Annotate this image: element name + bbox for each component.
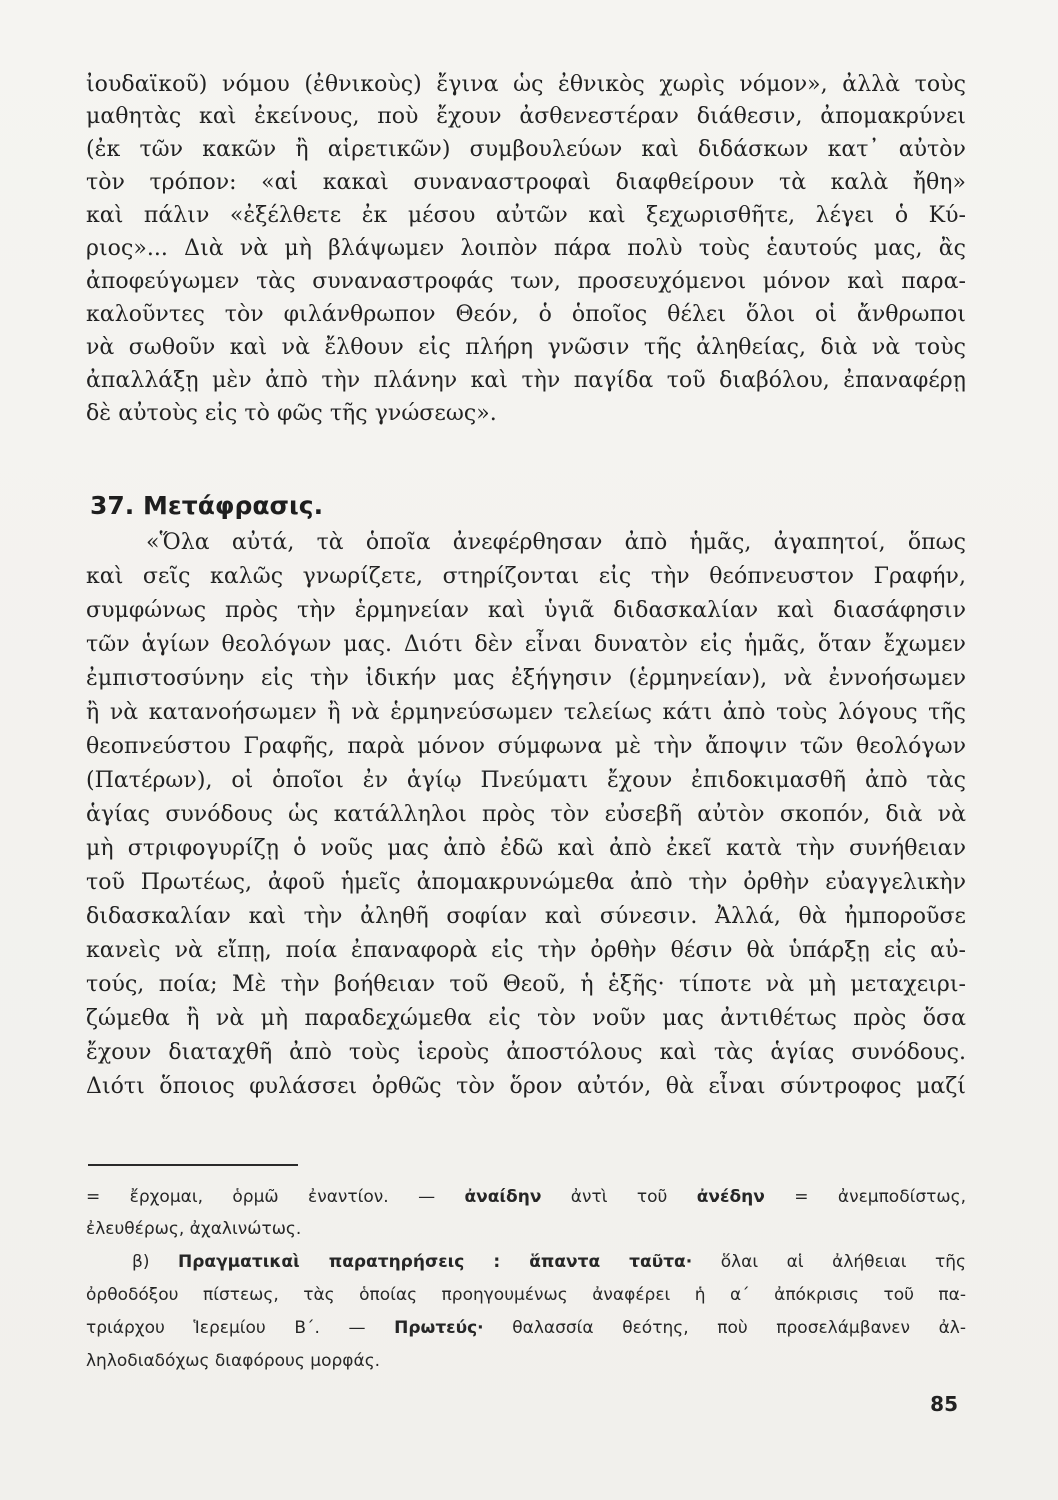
body-line: ἢ νὰ κατανοήσωμεν ἢ νὰ ἑρμηνεύσωμεν τελείως κάτι ἀπὸ τοὺς λόγους τῆς [86,700,966,725]
body-line: νὰ σωθοῦν καὶ νὰ ἔλθουν εἰς πλήρη γνῶσιν τῆς ἀληθείας, διὰ νὰ τοὺς [86,335,966,360]
footnote-text: θαλασσία θεότης, ποὺ προσελάμβανεν ἀλ- [483,1318,966,1338]
body-line: ἔχουν διαταχθῆ ἀπὸ τοὺς ἱεροὺς ἀποστόλους καὶ τὰς ἁγίας συνόδους. [86,1040,966,1065]
body-line: μαθητὰς καὶ ἐκείνους, ποὺ ἔχουν ἀσθενεστέραν διάθεσιν, ἀπομακρύνει [86,104,966,129]
footnote-text: = ἔρχομαι, ὁρμῶ ἐναντίον. — [86,1187,465,1207]
body-line: δὲ αὐτοὺς εἰς τὸ φῶς τῆς γνώσεως». [86,401,497,426]
paragraph-first-line: «Ὅλα αὐτά, τὰ ὁποῖα ἀνεφέρθησαν ἀπὸ ἡμᾶς, ἀγαπητοί, ὅπως [146,530,966,555]
footnote-text: β) [132,1252,179,1272]
body-line: καὶ πάλιν «ἐξέλθετε ἐκ μέσου αὐτῶν καὶ ξεχωρισθῆτε, λέγει ὁ Κύ- [86,203,966,228]
footnote-text: = ἀνεμποδίστως, [764,1187,966,1207]
page-number: 85 [930,1392,958,1416]
footnote-text: ἀντὶ τοῦ [541,1187,697,1207]
body-line: τὸν τρόπον: «αἱ κακαὶ συναναστροφαὶ διαφθείρουν τὰ καλὰ ἤθη» [86,170,966,195]
footnote-line [86,1317,966,1339]
body-line: κανεὶς νὰ εἴπῃ, ποία ἐπαναφορὰ εἰς τὴν ὀρθὴν θέσιν θὰ ὑπάρξῃ εἰς αὐ- [86,938,966,963]
body-line: ριος»... Διὰ νὰ μὴ βλάψωμεν λοιπὸν πάρα πολὺ τοὺς ἑαυτούς μας, ἂς [86,236,966,261]
body-line: (Πατέρων), οἱ ὁποῖοι ἐν ἁγίῳ Πνεύματι ἔχουν ἐπιδοκιμασθῆ ἀπὸ τὰς [86,768,966,793]
body-line: καὶ σεῖς καλῶς γνωρίζετε, στηρίζονται εἰς τὴν θεόπνευστον Γραφήν, [86,564,966,589]
body-line: ἐμπιστοσύνην εἰς τὴν ἰδικήν μας ἐξήγησιν (ἑρμηνείαν), νὰ ἐννοήσωμεν [86,666,966,691]
footnote-term: ἀναίδην [464,1187,542,1207]
body-line: ἰουδαϊκοῦ) νόμου (ἐθνικοὺς) ἔγινα ὡς ἐθνικὸς χωρὶς νόμον», ἀλλὰ τοὺς [86,72,966,97]
body-line: ἁγίας συνόδους ὡς κατάλληλοι πρὸς τὸν εὐσεβῆ αὐτὸν σκοπόν, διὰ νὰ [86,802,966,827]
body-line: τοῦ Πρωτέως, ἀφοῦ ἡμεῖς ἀπομακρυνώμεθα ἀπὸ τὴν ὀρθὴν εὐαγγελικὴν [86,870,966,895]
footnote-term: Πρωτεύς· [394,1318,484,1338]
footnote-rule [88,1164,298,1166]
footnote-line: ἐλευθέρως, ἀχαλινώτως. [86,1219,302,1239]
section-heading: 37. Μετάφρασις. [90,491,324,520]
body-line: ἀπαλλάξῃ μὲν ἀπὸ τὴν πλάνην καὶ τὴν παγίδα τοῦ διαβόλου, ἐπαναφέρῃ [86,368,966,393]
body-line: ἀποφεύγωμεν τὰς συναναστροφάς των, προσευχόμενοι μόνον καὶ παρα- [86,269,966,294]
footnote-line: ληλοδιαδόχως διαφόρους μορφάς. [86,1351,381,1371]
body-line: καλοῦντες τὸν φιλάνθρωπον Θεόν, ὁ ὁποῖος θέλει ὅλοι οἱ ἄνθρωποι [86,302,966,327]
body-line: Διότι ὅποιος φυλάσσει ὀρθῶς τὸν ὅρον αὐτόν, θὰ εἶναι σύντροφος μαζί [86,1074,966,1099]
body-line: συμφώνως πρὸς τὴν ἑρμηνείαν καὶ ὑγιᾶ διδασκαλίαν καὶ διασάφησιν [86,598,966,623]
body-line: τῶν ἁγίων θεολόγων μας. Διότι δὲν εἶναι δυνατὸν εἰς ἡμᾶς, ὅταν ἔχωμεν [86,632,966,657]
footnote-line [132,1251,966,1273]
footnote-term: ἀνέδην [696,1187,765,1207]
body-line: θεοπνεύστου Γραφῆς, παρὰ μόνον σύμφωνα μὲ τὴν ἄποψιν τῶν θεολόγων [86,734,966,759]
footnote-line: ὀρθοδόξου πίστεως, τὰς ὁποίας προηγουμένως ἀναφέρει ἡ α΄ ἀπόκρισις τοῦ πα- [86,1285,966,1305]
body-line: διδασκαλίαν καὶ τὴν ἀληθῆ σοφίαν καὶ σύνεσιν. Ἀλλά, θὰ ἠμποροῦσε [86,904,966,929]
footnote-term: Πραγματικαὶ παρατηρήσεις : ἅπαντα ταῦτα· [178,1252,693,1272]
body-line: (ἐκ τῶν κακῶν ἢ αἱρετικῶν) συμβουλεύων καὶ διδάσκων κατ᾽ αὐτὸν [86,137,966,162]
footnote-text: τριάρχου Ἱερεμίου Β΄. — [86,1318,395,1338]
body-line: ζώμεθα ἢ νὰ μὴ παραδεχώμεθα εἰς τὸν νοῦν μας ἀντιθέτως πρὸς ὅσα [86,1006,966,1031]
body-line: τούς, ποία; Μὲ τὴν βοήθειαν τοῦ Θεοῦ, ἡ ἑξῆς· τίποτε νὰ μὴ μεταχειρι- [86,972,966,997]
body-line: μὴ στριφογυρίζῃ ὁ νοῦς μας ἀπὸ ἐδῶ καὶ ἀπὸ ἐκεῖ κατὰ τὴν συνήθειαν [86,836,966,861]
footnote-text: ὅλαι αἱ ἀλήθειαι τῆς [692,1252,966,1272]
footnote-line [86,1186,966,1208]
